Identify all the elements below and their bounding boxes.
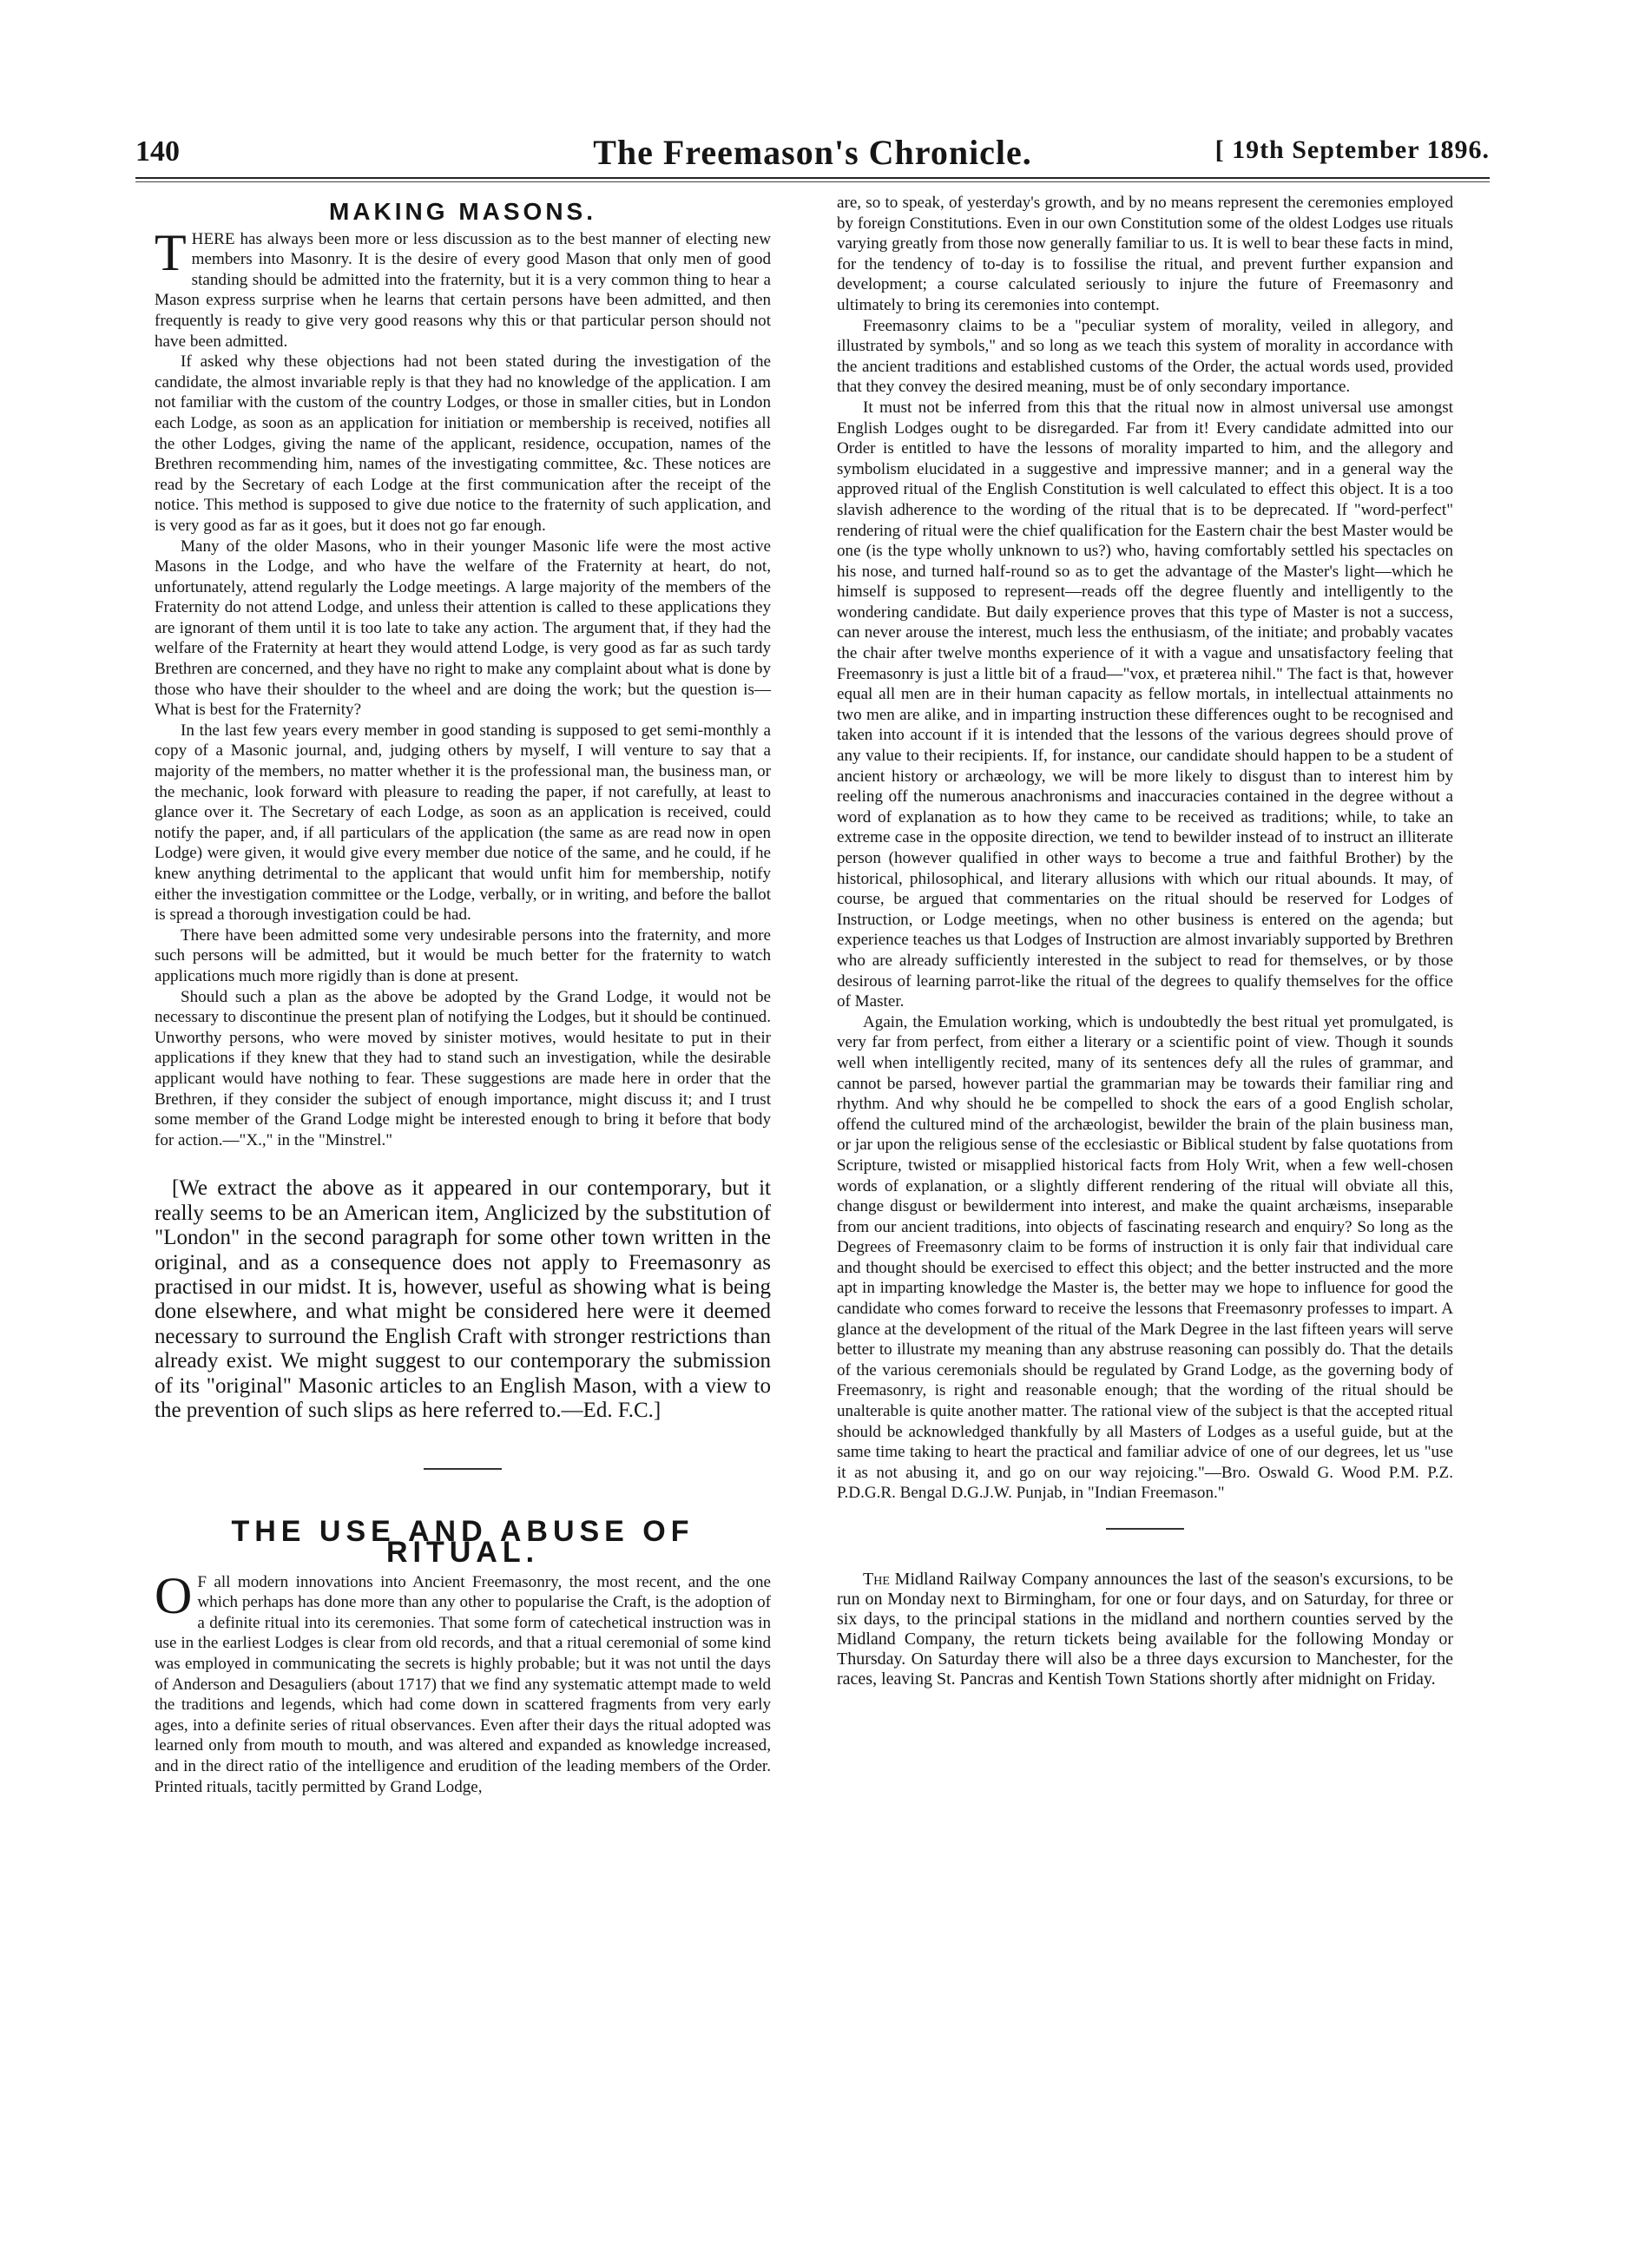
- article2-paragraph-1-text: F all modern innovations into Ancient Freemasonry, the most recent, and the one which perhaps has done more than any other to popularise the Craft, is the adoption of a definite ritual into its ceremonies. That some form of catechetical instruction was in use in the earliest Lodges is clear from old records, and that a ritual ceremonial of some kind was employed in communicating the secrets is highly probable; but it was not until the days of Anderson and Desaguliers (about 1717) that we find any systematic attempt made to weld the traditions and legends, which had come down in scattered fragments from very early ages, into a definite series of ritual observances. Even after their days the ritual adopted was learned only from mouth to mouth, and was altered and expanded as knowledge increased, and in the direct ratio of the intelligence and erudition of the leading members of the Order. Printed rituals, tacitly permitted by Grand Lodge,: [155, 1572, 771, 1796]
- left-column: [155, 198, 771, 1797]
- article2-paragraph-ritual-use: It must not be inferred from this that the ritual now in almost universal use amongst English Lodges ought to be disregarded. Far from it! Every candidate admitted into our Order is entitled to have the lessons of morality imparted to him, and the allegory and symbolism elucidated in a suggestive and impressive manner; and in a general way the approved ritual of the English Constitution is well calculated to effect this object. It is a too slavish adherence to the wording of the ritual that is to be deprecated. If "word-perfect" rendering of ritual were the chief qualification for the Eastern chair the best Master would be one (is the type wholly unknown to us?) who, having comfortably settled his spectacles on his nose, and turned half-round so as to get the advantage of the Master's light—which he himself is supposed to represent—reads off the degree fluently and intelligently to the wondering candidate. But daily experience proves that this type of Master is not a success, can never arouse the interest, much less the enthusiasm, of the initiate; and probably vacates the chair after twelve months experience of it with a vague and unsatisfactory feeling that Freemasonry is just a little bit of a fraud—"vox, et prætereа nihil." The fact is that, however equal all men are in their human capacity as fellow mortals, in intellectual attainments no two men are alike, and in imparting instruction these differences ought to be recognised and taken into account if it is intended that the lessons of the various degrees should prove of any value to their recipients. If, for instance, our candidate should happen to be a student of ancient history or archæology, we will be more likely to disgust than to interest him by reeling off the numerous anachronisms and inaccuracies contained in the degree without a word of explanation as to how they came to be received as traditions; while, to take an extreme case in the opposite direction, we tend to bewilder instead of to instruct an illiterate person (however qualified in other ways to become a true and faithful Brother) by the historical, philosophical, and literary allusions with which our ritual abounds. It may, of course, be argued that commentaries on the ritual should be reserved for Lodges of Instruction, or Lodge meetings, when no other business is entered on the agenda; but experience teaches us that Lodges of Instruction are almost invariably supported by Brethren who are already sufficiently interested in the subject to read for themselves, or by those desirous of learning parrot-like the ritual of the degrees to qualify themselves for the office of Master.: [837, 398, 1453, 1011]
- masthead-rule: [135, 177, 1490, 179]
- section-divider: [424, 1468, 502, 1470]
- masthead: [135, 130, 1490, 179]
- article2-continued-paragraph: are, so to speak, of yesterday's growth, and by no means represent the ceremonies employed by foreign Constitutions. Even in our own Constitution some of the oldest Lodges use rituals varying greatly from those now generally familiar to us. It is well to bear these facts in mind, for the tendency of to-day is to fossilise the ritual, and prevent further expansion and development; a course calculated seriously to injure the future of Freemasonry and ultimately to bring its ceremonies into contempt.: [837, 194, 1453, 314]
- midland-body: Midland Railway Company announces the last of the season's excursions, to be run on Monday next to Birmingham, for one or four days, and on Saturday, for three or six days, to the principal stations in the midland and northern counties served by the Midland Company, the return tickets being available for the following Monday or Thursday. On Saturday there will also be a three days excursion to Manchester, for the races, leaving St. Pancras and Kentish Town Stations shortly after midnight on Friday.: [837, 1570, 1453, 1689]
- article1-paragraph-3: Many of the older Masons, who in their younger Masonic life were the most active Masons in the Lodge, and who have the welfare of the Fraternity at heart, do not, unfortunately, attend regularly the Lodge meetings. A large majority of the members of the Fraternity do not attend Lodge, and unless their attention is called to these applications they are ignorant of them until it is too late to take any action. The argument that, if they had the welfare of the Fraternity at heart they would attend Lodge, is very good as far as such tardy Brethren are concerned, and they have no right to make any complaint about what is done by those who have their shoulder to the wheel and are doing the work; but the question is—What is best for the Fraternity?: [155, 537, 771, 720]
- article1-paragraph-4: In the last few years every member in good standing is supposed to get semi-monthly a copy of a Masonic journal, and, judging others by myself, I will venture to say that a majority of the members, no matter whether it is the professional man, the business man, or the mechanic, look forward with pleasure to reading the paper, if not carefully, at least to glance over it. The Secretary of each Lodge, as soon as an application is received, could notify the paper, and, if all particulars of the application (the same as are read now in open Lodge) were given, it would give every member due notice of the same, and he could, if he knew anything detrimental to the applicant that would unfit him for membership, notify either the investigation committee or the Lodge, verbally, or in writing, and before the ballot is spread a thorough investigation could be had.: [155, 721, 771, 925]
- article1-paragraph-1: [155, 223, 771, 352]
- page-number: 140: [135, 135, 180, 168]
- issue-date: [ 19th September 1896.: [1214, 135, 1490, 164]
- article2-paragraph-1: [155, 1566, 771, 1798]
- masthead-rule-thin: [135, 181, 1490, 182]
- article-heading-making-masons: MAKING MASONS.: [329, 198, 596, 225]
- article2-dropcap: O: [155, 1566, 193, 1624]
- article1-paragraph-2: If asked why these objections had not been stated during the investigation of the candidate, the almost invariable reply is that they had no knowledge of the application. I am not familiar with the custom of the country Lodges, or those in smaller cities, but in London each Lodge, as soon as an application for initiation or membership is received, notifies all the other Lodges, giving the name of the applicant, residence, occupation, names of the Brethren recommending him, names of the investigating committee, &c. These notices are read by the Secretary of each Lodge at the first communication after the receipt of the notice. This method is supposed to give due notice to the fraternity of such application, and is very good as far as it goes, but it does not go far enough.: [155, 352, 771, 535]
- article1-paragraph-5: There have been admitted some very undesirable persons into the fraternity, and more such persons will be admitted, but it would be much better for the fraternity to watch applications much more rigidly than is done at present.: [155, 925, 771, 985]
- article1-paragraph-1-text: has always been more or less discussion as to the best manner of electing new members into Masonry. It is the desire of every good Mason that only men of good standing should be admitted into the fraternity, but it is a very common thing to hear a Mason express surprise when he learns that certain persons have been admitted, and then frequently is ready to give very good reasons why this or that particular person should not have been admitted.: [155, 229, 771, 351]
- editor-note-text: [We extract the above as it appeared in our contemporary, but it really seems to be an American item, Anglicized by the substitution of "London" in the second paragraph for some other town written in the original, and as a consequence does not apply to Freemasonry as practised in our midst. It is, however, useful as showing what is being done elsewhere, and what might be considered here were it deemed necessary to surround the English Craft with stronger restrictions than already exist. We might suggest to our contemporary the submission of its "original" Masonic articles to an English Mason, with a view to the prevention of such slips as here referred to.—Ed. F.C.]: [155, 1176, 771, 1422]
- newspaper-title: The Freemason's Chronicle.: [593, 133, 1032, 172]
- editor-note: [155, 1176, 771, 1423]
- article1-paragraph-6: Should such a plan as the above be adopted by the Grand Lodge, it would not be necessary to discontinue the present plan of notifying the Lodges, but it should be continued. Unworthy persons, who were moved by sinister motives, would hesitate to put in their applications if they knew that they had to stand such an investigation, while the desirable applicant would have nothing to fear. These suggestions are made here in order that the Brethren, if they consider the subject of enough importance, might discuss it; and I trust some member of the Grand Lodge might be interested enough to bring it before that body for action.—"X.," in the "Minstrel.": [155, 987, 771, 1149]
- midland-railway-text: [837, 1570, 1453, 1689]
- article1-dropcap: T: [155, 223, 187, 281]
- midland-railway-notice: [837, 1570, 1453, 1689]
- article-heading-ritual: THE USE AND ABUSE OF RITUAL.: [231, 1515, 694, 1569]
- article2-paragraph-morality: Freemasonry claims to be a "peculiar system of morality, veiled in allegory, and illustrated by symbols," and so long as we teach this system of morality in accordance with the ancient traditions and established customs of the Order, the actual words used, provided that they convey the desired meaning, must be of only secondary importance.: [837, 316, 1453, 397]
- midland-lead-word: The: [863, 1570, 890, 1589]
- right-column: [837, 193, 1453, 1689]
- article2-paragraph-emulation: Again, the Emulation working, which is undoubtedly the best ritual yet promulgated, is very far from perfect, from either a literary or a scientific point of view. Though it sounds well when intelligently recited, many of its sentences defy all the rules of grammar, and cannot be parsed, however partial the grammarian may be towards their familiar ring and rhythm. And why should he be compelled to shock the ears of a good English scholar, offend the cultured mind of the archæologist, bewilder the brain of the plain business man, or jar upon the religious sense of the ecclesiastic or Biblical student by false quotations from Scripture, twisted or misapplied historical facts from Holy Writ, when a few well-chosen words of explanation, or a slightly different rendering of the ritual will obviate all this, change disgust or bewilderment into interest, and make the quaint archæisms, inseparable from our ancient traditions, into objects of fascinating research and enquiry? So long as the Degrees of Freemasonry claim to be forms of instruction it is only fair that individual care and thought should be exercised to effect this object; and the better instructed and the more apt in imparting knowledge the Master is, the better may we hope to influence for good the candidate who comes forward to receive the lessons that Freemasonry professes to impart. A glance at the development of the ritual of the Mark Degree in the last fifteen years will serve better to illustrate my meaning than any abstruse reasoning can possibly do. That the details of the various ceremonials should be regulated by Grand Lodge, as the governing body of Freemasonry, is right and reasonable enough; that the wording of the ritual should be unalterable is quite another matter. The rational view of the subject is that the accepted ritual should be acknowledged thankfully by all Masters of Lodges as a useful guide, but at the same time taking to heart the practical and familiar advice of one of our degrees, let us "use it as not abusing it, and go on our way rejoicing."—Bro. Oswald G. Wood P.M. P.Z. P.D.G.R. Bengal D.G.J.W. Punjab, in "Indian Freemason.": [837, 1012, 1453, 1503]
- article1-first-word: HERE: [191, 229, 235, 248]
- section-divider-right: [1106, 1528, 1184, 1530]
